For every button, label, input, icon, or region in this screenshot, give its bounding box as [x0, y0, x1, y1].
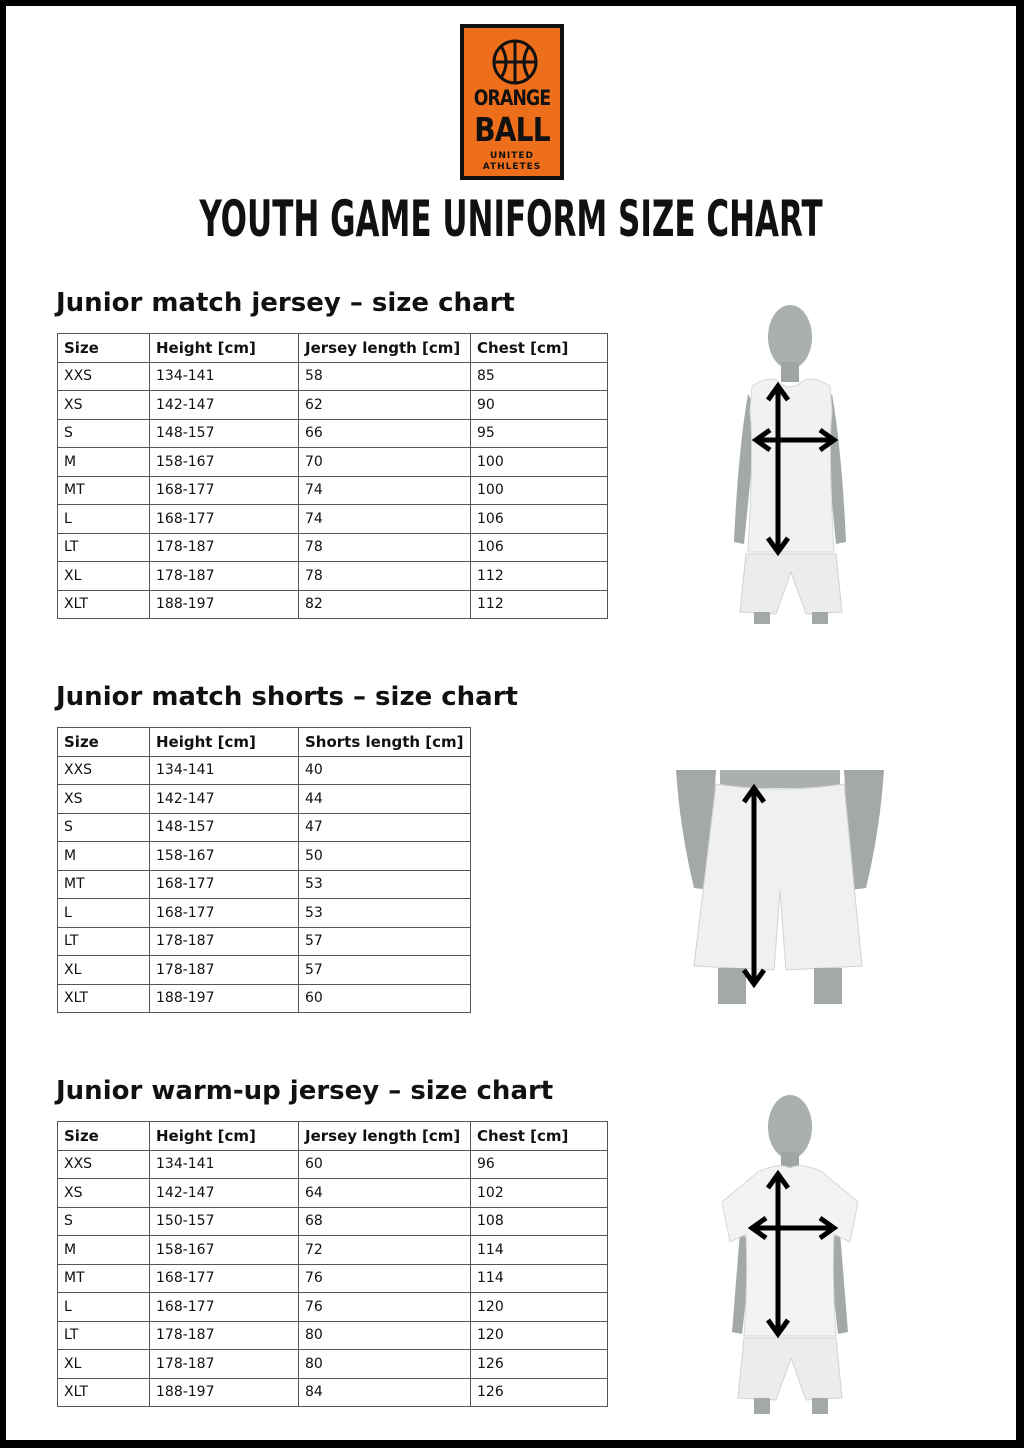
table-cell: 76: [299, 1293, 471, 1322]
table-row: [58, 505, 608, 534]
table-row: [58, 1179, 608, 1208]
table-cell: 76: [299, 1264, 471, 1293]
table-cell: XS: [58, 1179, 150, 1208]
table-cell: 142-147: [150, 1179, 299, 1208]
table-cell: 58: [299, 362, 471, 391]
header-cell: Size: [58, 1122, 150, 1151]
table-cell: 64: [299, 1179, 471, 1208]
table-cell: 134-141: [150, 756, 299, 785]
table-cell: L: [58, 505, 150, 534]
table-cell: 120: [471, 1321, 608, 1350]
logo-line-united: UNITED: [490, 151, 534, 161]
header-cell: Shorts length [cm]: [299, 728, 471, 757]
table-row: [58, 984, 471, 1013]
table-row: [58, 1350, 608, 1379]
table-cell: LT: [58, 927, 150, 956]
table-cell: L: [58, 899, 150, 928]
table-cell: 134-141: [150, 1150, 299, 1179]
table-cell: 142-147: [150, 391, 299, 420]
table-cell: 158-167: [150, 1236, 299, 1265]
table-cell: 114: [471, 1264, 608, 1293]
table-cell: 148-157: [150, 813, 299, 842]
table-row: [58, 1207, 608, 1236]
table-cell: M: [58, 842, 150, 871]
table-cell: S: [58, 813, 150, 842]
table-cell: MT: [58, 1264, 150, 1293]
table-cell: 102: [471, 1179, 608, 1208]
table-cell: 178-187: [150, 927, 299, 956]
table-cell: MT: [58, 870, 150, 899]
header-cell: Height [cm]: [150, 334, 299, 363]
table-cell: XXS: [58, 362, 150, 391]
header-cell: Jersey length [cm]: [299, 1122, 471, 1151]
table-row: [58, 590, 608, 619]
section-title-warm-up-jersey: Junior warm-up jersey – size chart: [56, 1076, 554, 1106]
match-shorts-mannequin-figure: [676, 770, 884, 1004]
size-chart-page: [6, 6, 1016, 1440]
table-row: [58, 785, 471, 814]
table-cell: 168-177: [150, 1293, 299, 1322]
table-cell: 158-167: [150, 842, 299, 871]
table-cell: 72: [299, 1236, 471, 1265]
table-cell: 78: [299, 533, 471, 562]
table-row: [58, 1150, 608, 1179]
header-cell: Chest [cm]: [471, 334, 608, 363]
table-cell: 60: [299, 984, 471, 1013]
table-cell: 188-197: [150, 590, 299, 619]
table-row: [58, 1378, 608, 1407]
logo-line-ball: BALL: [474, 110, 550, 149]
table-cell: 168-177: [150, 899, 299, 928]
table-row: [58, 1321, 608, 1350]
table-header-row: [58, 1122, 608, 1151]
table-cell: 70: [299, 448, 471, 477]
table-row: [58, 756, 471, 785]
page-title: YOUTH GAME UNIFORM SIZE CHART: [199, 190, 823, 248]
table-cell: 150-157: [150, 1207, 299, 1236]
table-cell: 68: [299, 1207, 471, 1236]
table-cell: XS: [58, 391, 150, 420]
warm-up-jersey-mannequin-figure: [718, 1092, 864, 1414]
table-cell: 53: [299, 870, 471, 899]
match-jersey-table: [57, 333, 608, 619]
table-cell: 85: [471, 362, 608, 391]
table-row: [58, 448, 608, 477]
table-row: [58, 476, 608, 505]
match-shorts-table: [57, 727, 471, 1013]
table-cell: 188-197: [150, 1378, 299, 1407]
table-cell: XLT: [58, 984, 150, 1013]
table-row: [58, 562, 608, 591]
table-cell: 62: [299, 391, 471, 420]
table-row: [58, 533, 608, 562]
table-cell: 100: [471, 448, 608, 477]
table-row: [58, 899, 471, 928]
header-cell: Size: [58, 728, 150, 757]
basketball-icon: [491, 38, 539, 86]
table-cell: S: [58, 1207, 150, 1236]
table-cell: 74: [299, 505, 471, 534]
table-cell: 114: [471, 1236, 608, 1265]
header-cell: Height [cm]: [150, 1122, 299, 1151]
table-cell: 168-177: [150, 505, 299, 534]
table-cell: 142-147: [150, 785, 299, 814]
table-cell: XS: [58, 785, 150, 814]
table-cell: 158-167: [150, 448, 299, 477]
table-cell: 106: [471, 505, 608, 534]
orange-ball-logo: [460, 24, 564, 180]
table-header-row: [58, 334, 608, 363]
table-cell: 178-187: [150, 1321, 299, 1350]
table-cell: 82: [299, 590, 471, 619]
table-cell: 84: [299, 1378, 471, 1407]
table-cell: 50: [299, 842, 471, 871]
table-cell: 78: [299, 562, 471, 591]
table-cell: 96: [471, 1150, 608, 1179]
table-cell: LT: [58, 1321, 150, 1350]
table-cell: 120: [471, 1293, 608, 1322]
table-row: [58, 391, 608, 420]
table-cell: M: [58, 1236, 150, 1265]
table-row: [58, 419, 608, 448]
table-cell: 112: [471, 562, 608, 591]
table-cell: 178-187: [150, 956, 299, 985]
header-cell: Chest [cm]: [471, 1122, 608, 1151]
table-row: [58, 842, 471, 871]
table-cell: 57: [299, 927, 471, 956]
table-cell: XL: [58, 956, 150, 985]
warm-up-jersey-table: [57, 1121, 608, 1407]
table-cell: XXS: [58, 756, 150, 785]
table-cell: L: [58, 1293, 150, 1322]
table-header-row: [58, 728, 471, 757]
table-cell: 106: [471, 533, 608, 562]
table-row: [58, 1293, 608, 1322]
table-cell: 168-177: [150, 1264, 299, 1293]
table-row: [58, 870, 471, 899]
table-cell: 100: [471, 476, 608, 505]
table-cell: 134-141: [150, 362, 299, 391]
table-cell: 178-187: [150, 533, 299, 562]
table-cell: MT: [58, 476, 150, 505]
table-cell: 90: [471, 391, 608, 420]
table-row: [58, 927, 471, 956]
table-cell: 53: [299, 899, 471, 928]
table-cell: XLT: [58, 590, 150, 619]
table-cell: 168-177: [150, 476, 299, 505]
table-cell: XL: [58, 562, 150, 591]
table-cell: 40: [299, 756, 471, 785]
table-cell: 57: [299, 956, 471, 985]
table-cell: 66: [299, 419, 471, 448]
table-cell: 47: [299, 813, 471, 842]
table-cell: 112: [471, 590, 608, 619]
table-cell: 108: [471, 1207, 608, 1236]
table-cell: 44: [299, 785, 471, 814]
table-row: [58, 1264, 608, 1293]
table-cell: 188-197: [150, 984, 299, 1013]
table-cell: S: [58, 419, 150, 448]
table-cell: 80: [299, 1350, 471, 1379]
table-cell: 126: [471, 1350, 608, 1379]
table-row: [58, 956, 471, 985]
header-cell: Size: [58, 334, 150, 363]
table-row: [58, 813, 471, 842]
table-cell: 95: [471, 419, 608, 448]
logo-line-orange: ORANGE: [473, 86, 551, 110]
table-cell: 178-187: [150, 562, 299, 591]
table-cell: XXS: [58, 1150, 150, 1179]
header-cell: Height [cm]: [150, 728, 299, 757]
table-cell: 80: [299, 1321, 471, 1350]
table-cell: 148-157: [150, 419, 299, 448]
table-cell: LT: [58, 533, 150, 562]
match-jersey-mannequin-figure: [718, 302, 864, 624]
table-cell: 74: [299, 476, 471, 505]
logo-line-athletes: ATHLETES: [482, 162, 542, 172]
header-cell: Jersey length [cm]: [299, 334, 471, 363]
section-title-match-jersey: Junior match jersey – size chart: [56, 288, 515, 318]
table-row: [58, 1236, 608, 1265]
section-title-match-shorts: Junior match shorts – size chart: [56, 682, 518, 712]
table-cell: 126: [471, 1378, 608, 1407]
table-cell: 178-187: [150, 1350, 299, 1379]
table-cell: XL: [58, 1350, 150, 1379]
table-cell: 168-177: [150, 870, 299, 899]
table-row: [58, 362, 608, 391]
table-cell: M: [58, 448, 150, 477]
table-cell: 60: [299, 1150, 471, 1179]
table-cell: XLT: [58, 1378, 150, 1407]
